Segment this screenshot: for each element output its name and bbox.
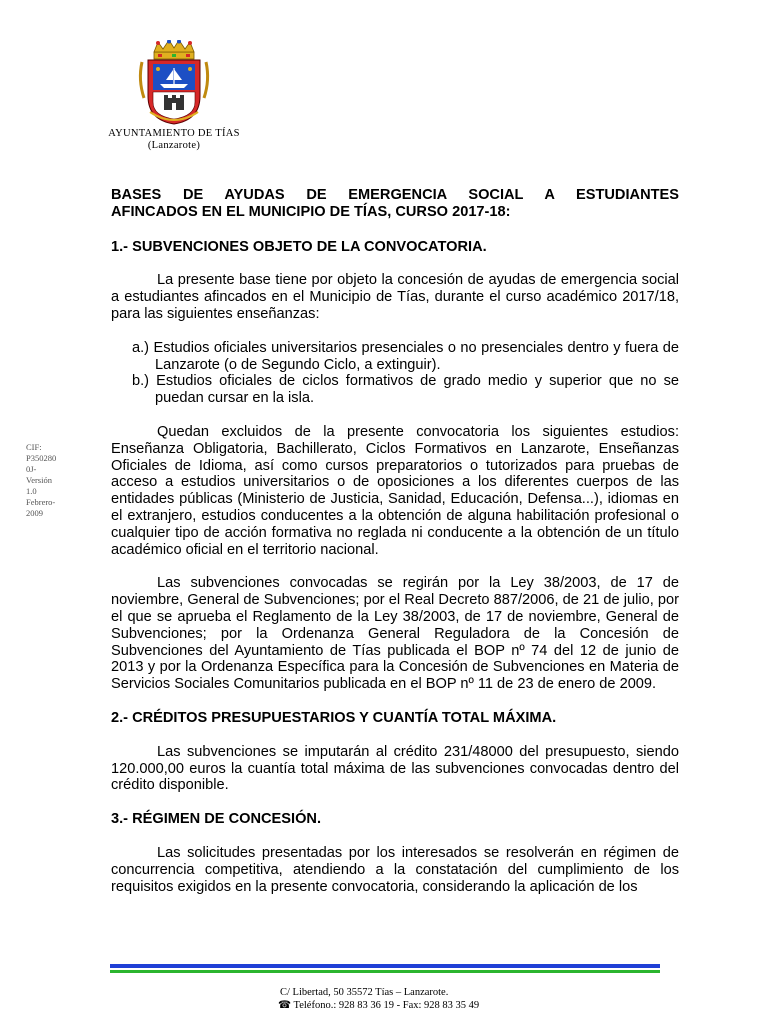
municipality-header — [96, 128, 252, 152]
side-document-code — [26, 442, 70, 519]
side-code-line: Versión — [26, 475, 52, 485]
telephone-icon: ☎ — [278, 1000, 292, 1011]
footer-phone: Teléfono.: 928 83 36 19 - Fax: 928 83 35 49 — [293, 1000, 480, 1011]
section-1-paragraph-3: Las subvenciones convocadas se regirán por la Ley 38/2003, de 17 de noviembre, General de Subvenciones; por el Real Decreto 887/2006, de 21 de julio, por el que se aprueba el Reglamento de la Ley 38/2003, de 17 de noviembre, General de Subvenciones; por la Ordenanza General Reguladora de la Concesión de Subvenciones del Ayuntamiento de Tías publicada el BOP nº 74 del 12 de junio de 2013 y por la Ordenanza Específica para la Concesión de Subvenciones en Materia de Servicios Sociales Comunitarios publicada en el BOP nº 11 de 23 de enero de 2009. — [111, 575, 679, 693]
footer-divider — [110, 964, 660, 973]
section-2-paragraph-1: Las subvenciones se imputarán al crédito 231/48000 del presupuesto, siendo 120.000,00 euros la cuantía total máxima de las subvenciones convocadas dentro del crédito disponible. — [111, 743, 679, 794]
municipality-region: (Lanzarote) — [147, 140, 201, 151]
section-3-paragraph-1: Las solicitudes presentadas por los interesados se resolverán en régimen de concurrencia competitiva, atendiendo a la constatación del cumplimiento de los requisitos exigidos en la presente convocatoria, considerando la aplicación de los — [111, 844, 679, 895]
document-title-line1: BASES DE AYUDAS DE EMERGENCIA SOCIAL A ESTUDIANTES — [111, 187, 679, 203]
section-1-paragraph-1: La presente base tiene por objeto la concesión de ayudas de emergencia social a estudiantes afincados en el Municipio de Tías, durante el curso académico 2017/18, para las siguientes enseñanzas: — [111, 272, 679, 322]
section-2-heading: 2.- CRÉDITOS PRESUPUESTARIOS Y CUANTÍA TOTAL MÁXIMA. — [111, 709, 557, 726]
document-title-line2: AFINCADOS EN EL MUNICIPIO DE TÍAS, CURSO 2017-18: — [111, 203, 511, 220]
footer-contact — [250, 986, 530, 1012]
section-3-heading: 3.- RÉGIMEN DE CONCESIÓN. — [111, 811, 322, 828]
section-1-paragraph-2: Quedan excluidos de la presente convocatoria los siguientes estudios: Enseñanza Obligatoria, Bachillerato, Ciclos Formativos en Lanzarote, Enseñanzas Oficiales de Idioma, así como cursos preparatorios o tutorizados para pruebas de acceso a estudios universitarios o de oposiciones a los diferentes cuerpos de las entidades públicas (Ministerio de Justicia, Sanidad, Educación, Defensa...), idiomas en el extranjero, estudios conducentes a la obtención de alguna habilitación profesional o cualquier tipo de acción formativa no reglada ni conducente a la obtención de un título académico oficial en el territorio nacional. — [111, 423, 679, 558]
side-code-line: CIF: — [26, 442, 42, 452]
municipality-name: AYUNTAMIENTO DE TÍAS — [108, 128, 240, 139]
section-1-study-list — [111, 340, 679, 407]
side-code-line: Febrero- — [26, 497, 56, 507]
section-1-heading: 1.- SUBVENCIONES OBJETO DE LA CONVOCATORIA. — [111, 238, 487, 255]
document-title — [111, 187, 679, 221]
side-code-line: P350280 — [26, 453, 57, 463]
side-code-line: 1.0 — [26, 486, 37, 496]
list-item: b.) Estudios oficiales de ciclos formativos de grado medio y superior que no se puedan cursar en la isla. — [132, 373, 679, 407]
castle-icon — [164, 95, 184, 110]
footer-green-line — [110, 970, 660, 973]
footer-address: C/ Libertad, 50 35572 Tías – Lanzarote. — [280, 987, 449, 998]
side-code-line: 0J- — [26, 464, 37, 474]
footer-phone-row — [250, 999, 530, 1012]
list-item: a.) Estudios oficiales universitarios presenciales o no presenciales dentro y fuera de Lanzarote (o de Segundo Ciclo, a extinguir). — [132, 339, 679, 373]
document-body — [111, 187, 679, 895]
coat-of-arms-logo — [136, 40, 212, 126]
crown-icon — [154, 40, 194, 59]
side-code-line: 2009 — [26, 508, 43, 518]
